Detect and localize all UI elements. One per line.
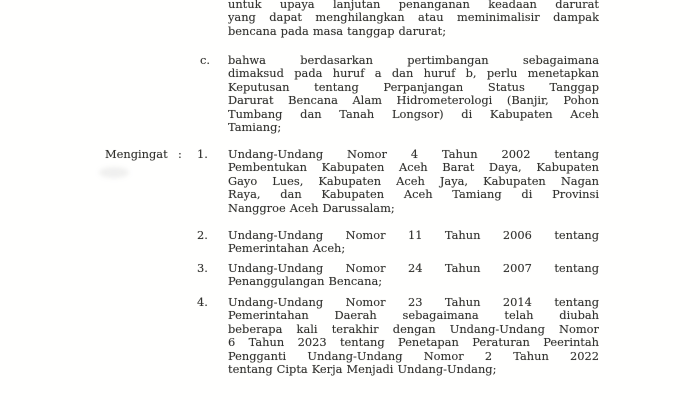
text-line: Keputusan tentang Perpanjangan Status Tanggap (228, 80, 599, 94)
text-line: 6 Tahun 2023 tentang Penetapan Peraturan Peerintah (228, 336, 599, 350)
text-line: Nanggroe Aceh Darussalam; (228, 201, 395, 215)
mengingat-colon: : (178, 147, 182, 161)
text-line: untuk upaya lanjutan penanganan keadaan darurat (228, 0, 599, 11)
legal-basis-item-3 (228, 262, 599, 289)
legal-basis-item-1 (228, 148, 599, 215)
consideration-c (228, 54, 599, 134)
legal-basis-item-2 (228, 229, 599, 256)
mengingat-label: Mengingat (105, 147, 168, 161)
text-line: Pemerintahan Aceh; (228, 242, 346, 256)
text-line: Undang-Undang Nomor 23 Tahun 2014 tentang (228, 296, 599, 309)
text-line: bahwa berdasarkan pertimbangan sebagaimana (228, 54, 599, 67)
text-line: Penanggulangan Bencana; (228, 275, 383, 289)
consideration-b-continuation (228, 0, 599, 38)
legal-basis-item-4 (228, 296, 599, 376)
legal-basis-3-marker: 3. (197, 261, 208, 275)
text-line: yang dapat menghilangkan atau meminimalisir dampak (228, 11, 599, 25)
text-line: bencana pada masa tanggap darurat; (228, 24, 447, 38)
text-line: Pembentukan Kabupaten Aceh Barat Daya, Kabupaten (228, 161, 599, 175)
text-line: Pengganti Undang-Undang Nomor 2 Tahun 2022 (228, 349, 599, 363)
legal-basis-1-marker: 1. (197, 147, 208, 161)
legal-basis-4-marker: 4. (197, 295, 208, 309)
text-line: Undang-Undang Nomor 24 Tahun 2007 tentang (228, 262, 599, 275)
consideration-c-marker: c. (200, 53, 211, 67)
text-line: Tumbang dan Tanah Longsor) di Kabupaten Aceh (228, 107, 599, 121)
legal-basis-2-marker: 2. (197, 228, 208, 242)
text-line: Raya, dan Kabupaten Aceh Tamiang di Provinsi (228, 188, 599, 202)
text-line: Undang-Undang Nomor 11 Tahun 2006 tentang (228, 229, 599, 242)
text-line: Gayo Lues, Kabupaten Aceh Jaya, Kabupaten Nagan (228, 174, 599, 188)
text-line: Tamiang; (228, 120, 282, 134)
scan-smudge (99, 167, 129, 178)
text-line: tentang Cipta Kerja Menjadi Undang-Undang; (228, 362, 497, 376)
text-line: Darurat Bencana Alam Hidrometerologi (Banjir, Pohon (228, 94, 599, 108)
text-line: Pemerintahan Daerah sebagaimana telah diubah (228, 309, 599, 323)
text-line: dimaksud pada huruf a dan huruf b, perlu menetapkan (228, 67, 599, 81)
text-line: beberapa kali terakhir dengan Undang-Undang Nomor (228, 322, 599, 336)
text-line: Undang-Undang Nomor 4 Tahun 2002 tentang (228, 148, 599, 161)
